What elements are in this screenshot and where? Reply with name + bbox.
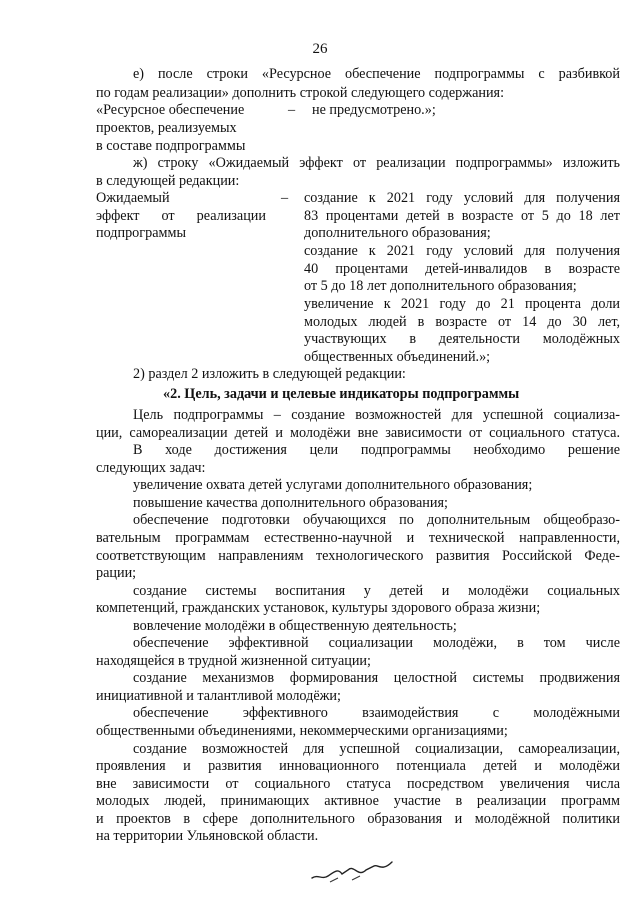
text-line: Ожидаемый [96,190,170,206]
text-line: повышение качества дополнительного образования; [133,495,448,511]
text-line: е) после строки «Ресурсное обеспечение подпрограммы с разбивкой [133,66,620,82]
text-line: вательным программам естественно-научной и технической направленности, [96,530,620,546]
text-line: общественных объединений.»; [304,349,491,365]
text-line: дополнительного образования; [304,225,491,241]
text-line: обеспечение подготовки обучающихся по дополнительным общеобразо- [133,512,620,528]
text-line: увеличение охвата детей услугами дополнительного образования; [133,477,533,493]
text-line: подпрограммы [96,225,186,241]
text-line: ж) строку «Ожидаемый эффект от реализации подпрограммы» изложить [133,155,620,171]
text-line: создание механизмов формирования целостной системы продвижения [133,670,620,686]
text-line: вовлечение молодёжи в общественную деятельность; [133,618,457,634]
text-line: компетенций, гражданских установок, культуры здорового образа жизни; [96,600,541,616]
text-line: и проектов в сфере дополнительного образования и молодёжной политики [96,811,620,827]
handwritten-signature [308,856,398,886]
text-line: вне зависимости от социального статуса посредством увеличения числа [96,776,620,792]
section-heading: «2. Цель, задачи и целевые индикаторы подпрограммы [163,386,520,402]
text-line: обеспечение эффективной социализации молодёжи, в том числе [133,635,620,651]
text-line: в составе подпрограммы [96,138,246,154]
text-line: соответствующим направлениям технологического развития Российской Феде- [96,548,620,564]
page-number: 26 [312,41,328,57]
text-line: проектов, реализуемых [96,120,237,136]
text-line: инициативной и талантливой молодёжи; [96,688,341,704]
text-line: не предусмотрено.»; [312,102,436,118]
text-line: 83 процентами детей в возрасте от 5 до 18 лет [304,208,620,224]
text-line: на территории Ульяновской области. [96,828,319,844]
text-line: общественными объединениями, некоммерческими организациями; [96,723,508,739]
text-line: от 5 до 18 лет дополнительного образования; [304,278,577,294]
text-line: увеличение к 2021 году до 21 процента доли [304,296,620,312]
text-line: рации; [96,565,137,581]
text-line: – [281,190,289,206]
text-line: в следующей редакции: [96,173,240,189]
text-line: 40 процентами детей-инвалидов в возрасте [304,261,620,277]
text-line: участвующих в деятельности молодёжных [304,331,620,347]
text-line: находящейся в трудной жизненной ситуации; [96,653,371,669]
text-line: создание возможностей для успешной социализации, самореализации, [133,741,620,757]
text-line: создание системы воспитания у детей и молодёжи социальных [133,583,620,599]
text-line: молодых людей, принимающих активное участие в реализации программ [96,793,620,809]
text-line: ции, самореализации детей и молодёжи вне зависимости от социального статуса. [96,425,620,441]
text-line: обеспечение эффективного взаимодействия с молодёжными [133,705,620,721]
text-line: проявления и развития инновационного потенциала детей и молодёжи [96,758,620,774]
text-line: следующих задач: [96,460,206,476]
text-line: эффект от реализации [96,208,266,224]
text-line: по годам реализации» дополнить строкой следующего содержания: [96,85,505,101]
text-line: создание к 2021 году условий для получения [304,243,620,259]
text-line: 2) раздел 2 изложить в следующей редакции: [133,366,406,382]
text-line: создание к 2021 году условий для получения [304,190,620,206]
text-line: В ходе достижения цели подпрограммы необходимо решение [133,442,620,458]
text-line: – [288,102,296,118]
text-line: Цель подпрограммы – создание возможностей для успешной социализа- [133,407,620,423]
text-line: молодых людей в возрасте от 14 до 30 лет, [304,314,620,330]
text-line: «Ресурсное обеспечение [96,102,245,118]
